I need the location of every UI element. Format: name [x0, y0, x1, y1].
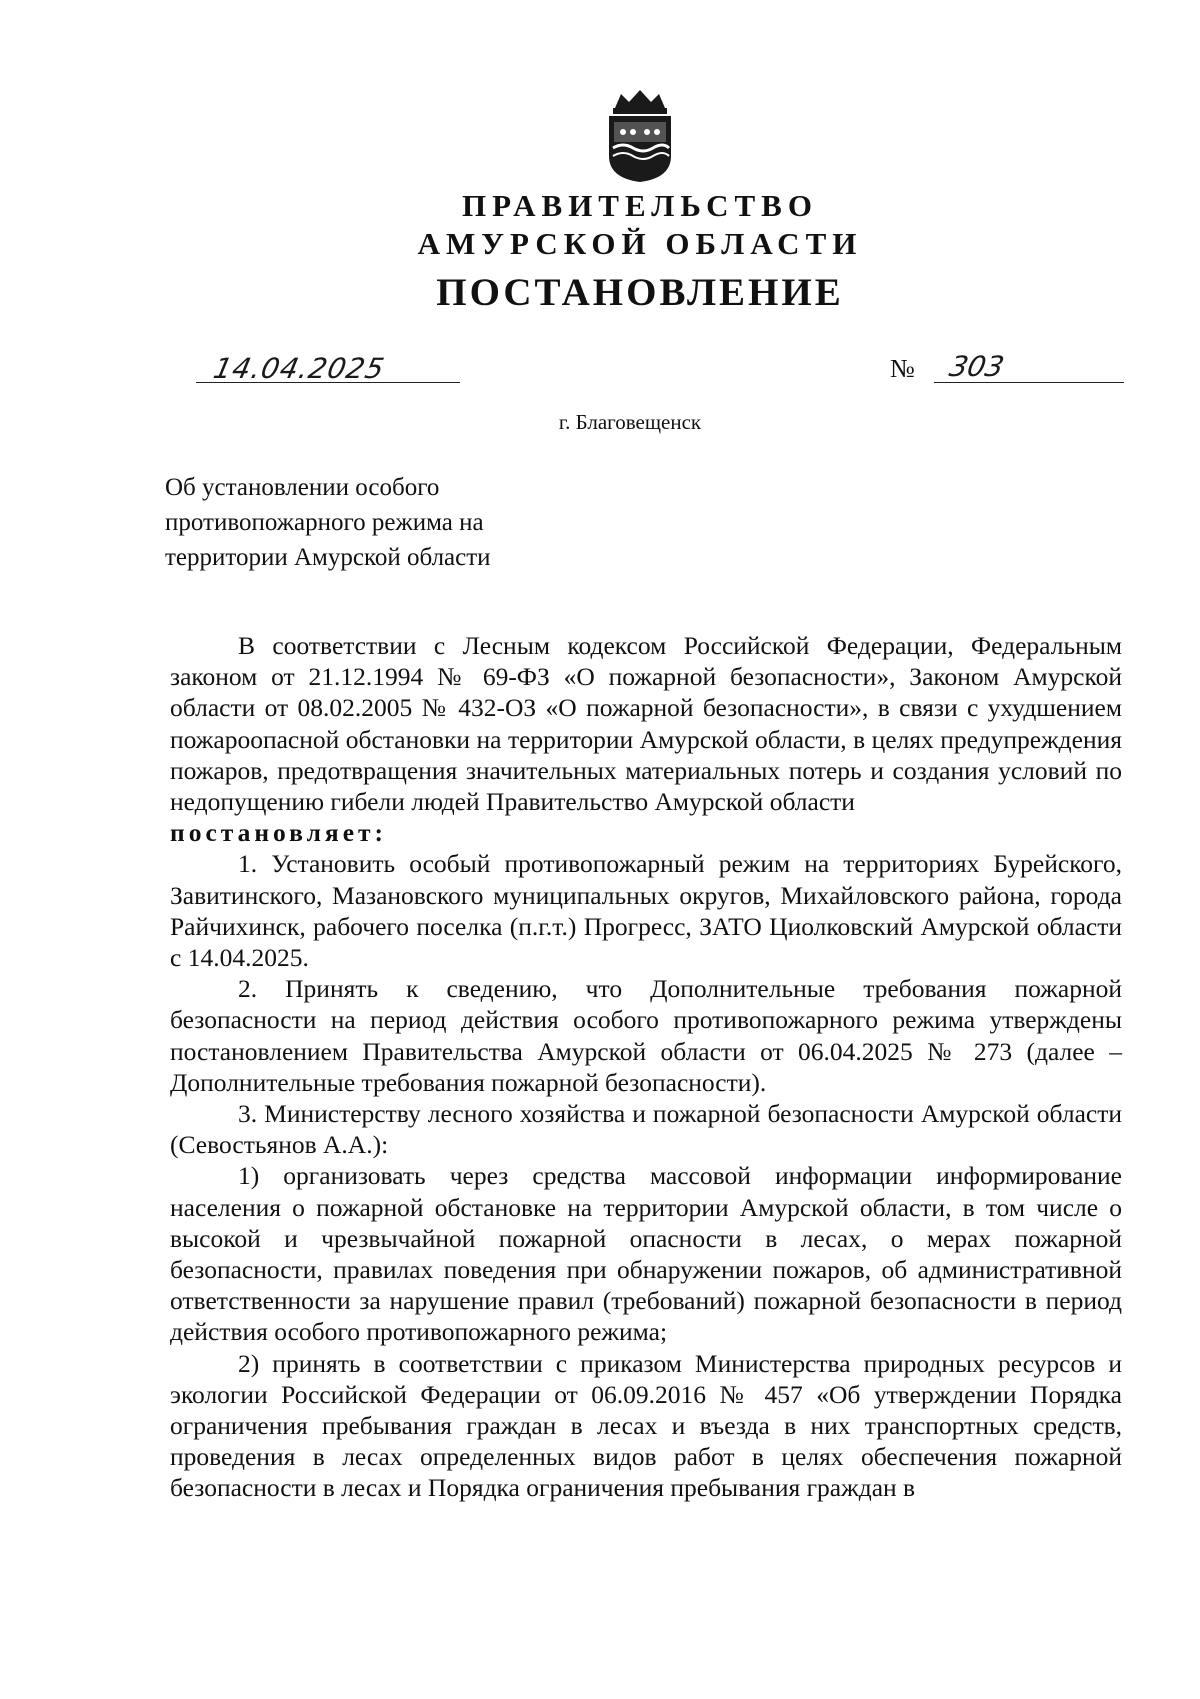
item-2-paragraph: 2. Принять к сведению, что Дополнительные требования пожарной безопасности на период действия особого противопожарного режима утверждены постановлением Правительства Амурской области от 06.04.2025 № 273 (далее – Дополнительные требования пожарной безопасности).	[170, 974, 1122, 1097]
preamble-paragraph: В соответствии с Лесным кодексом Российской Федерации, Федеральным законом от 21.12.1994 № 69-ФЗ «О пожарной безопасности», Законом Амурской области от 08.02.2005 № 432-ОЗ «О пожарной безопасности», в связи с ухудшением пожароопасной обстановки на территории Амурской области, в целях предупреждения пожаров, предотвращения значительных материальных потерь и создания условий по недопущению гибели людей Правительство Амурской области	[170, 631, 1122, 817]
number-underline	[934, 382, 1124, 383]
amur-region-coat-of-arms-icon	[601, 86, 679, 184]
document-body	[170, 630, 1122, 1504]
resolves-heading: постановляет:	[170, 818, 388, 848]
government-title-line1: ПРАВИТЕЛЬСТВО	[462, 188, 818, 223]
number-sign: №	[890, 354, 915, 383]
item-3-paragraph: 3. Министерству лесного хозяйства и пожарной безопасности Амурской области (Севостьянов А.А.):	[170, 1099, 1122, 1160]
date-underline	[196, 382, 460, 383]
item-3-2-paragraph: 2) принять в соответствии с приказом Министерства природных ресурсов и экологии Российской Федерации от 06.09.2016 № 457 «Об утверждении Порядка ограничения пребывания граждан в лесах и въезда в них транспортных средств, проведения в лесах определенных видов работ в целях обеспечения пожарной безопасности в лесах и Порядка ограничения пребывания граждан в	[170, 1348, 1122, 1503]
government-title-line2: АМУРСКОЙ ОБЛАСТИ	[417, 226, 863, 261]
subject-line-2: противопожарного режима на	[165, 509, 484, 536]
item-1-paragraph: 1. Установить особый противопожарный режим на территориях Бурейского, Завитинского, Мазановского муниципальных округов, Михайловского района, города Райчихинск, рабочего поселка (п.г.т.) Прогресс, ЗАТО Циолковский Амурской области с 14.04.2025.	[170, 849, 1122, 973]
city-label: г. Благовещенск	[558, 410, 702, 434]
item-3-1-paragraph: 1) организовать через средства массовой информации информирование населения о пожарной обстановке на территории Амурской области, в том числе о высокой и чрезвычайной пожарной опасности в лесах, о мерах пожарной безопасности, правилах поведения при обнаружении пожаров, об административной ответственности за нарушение правил (требований) пожарной безопасности в период действия особого противопожарного режима;	[170, 1161, 1122, 1347]
document-type-title: ПОСТАНОВЛЕНИЕ	[436, 271, 844, 314]
document-subject	[165, 470, 491, 575]
subject-line-1: Об установлении особого	[165, 474, 440, 501]
subject-line-3: территории Амурской области	[165, 544, 491, 571]
handwritten-number: 303	[946, 350, 1007, 383]
handwritten-date: 14.04.2025	[210, 352, 388, 385]
